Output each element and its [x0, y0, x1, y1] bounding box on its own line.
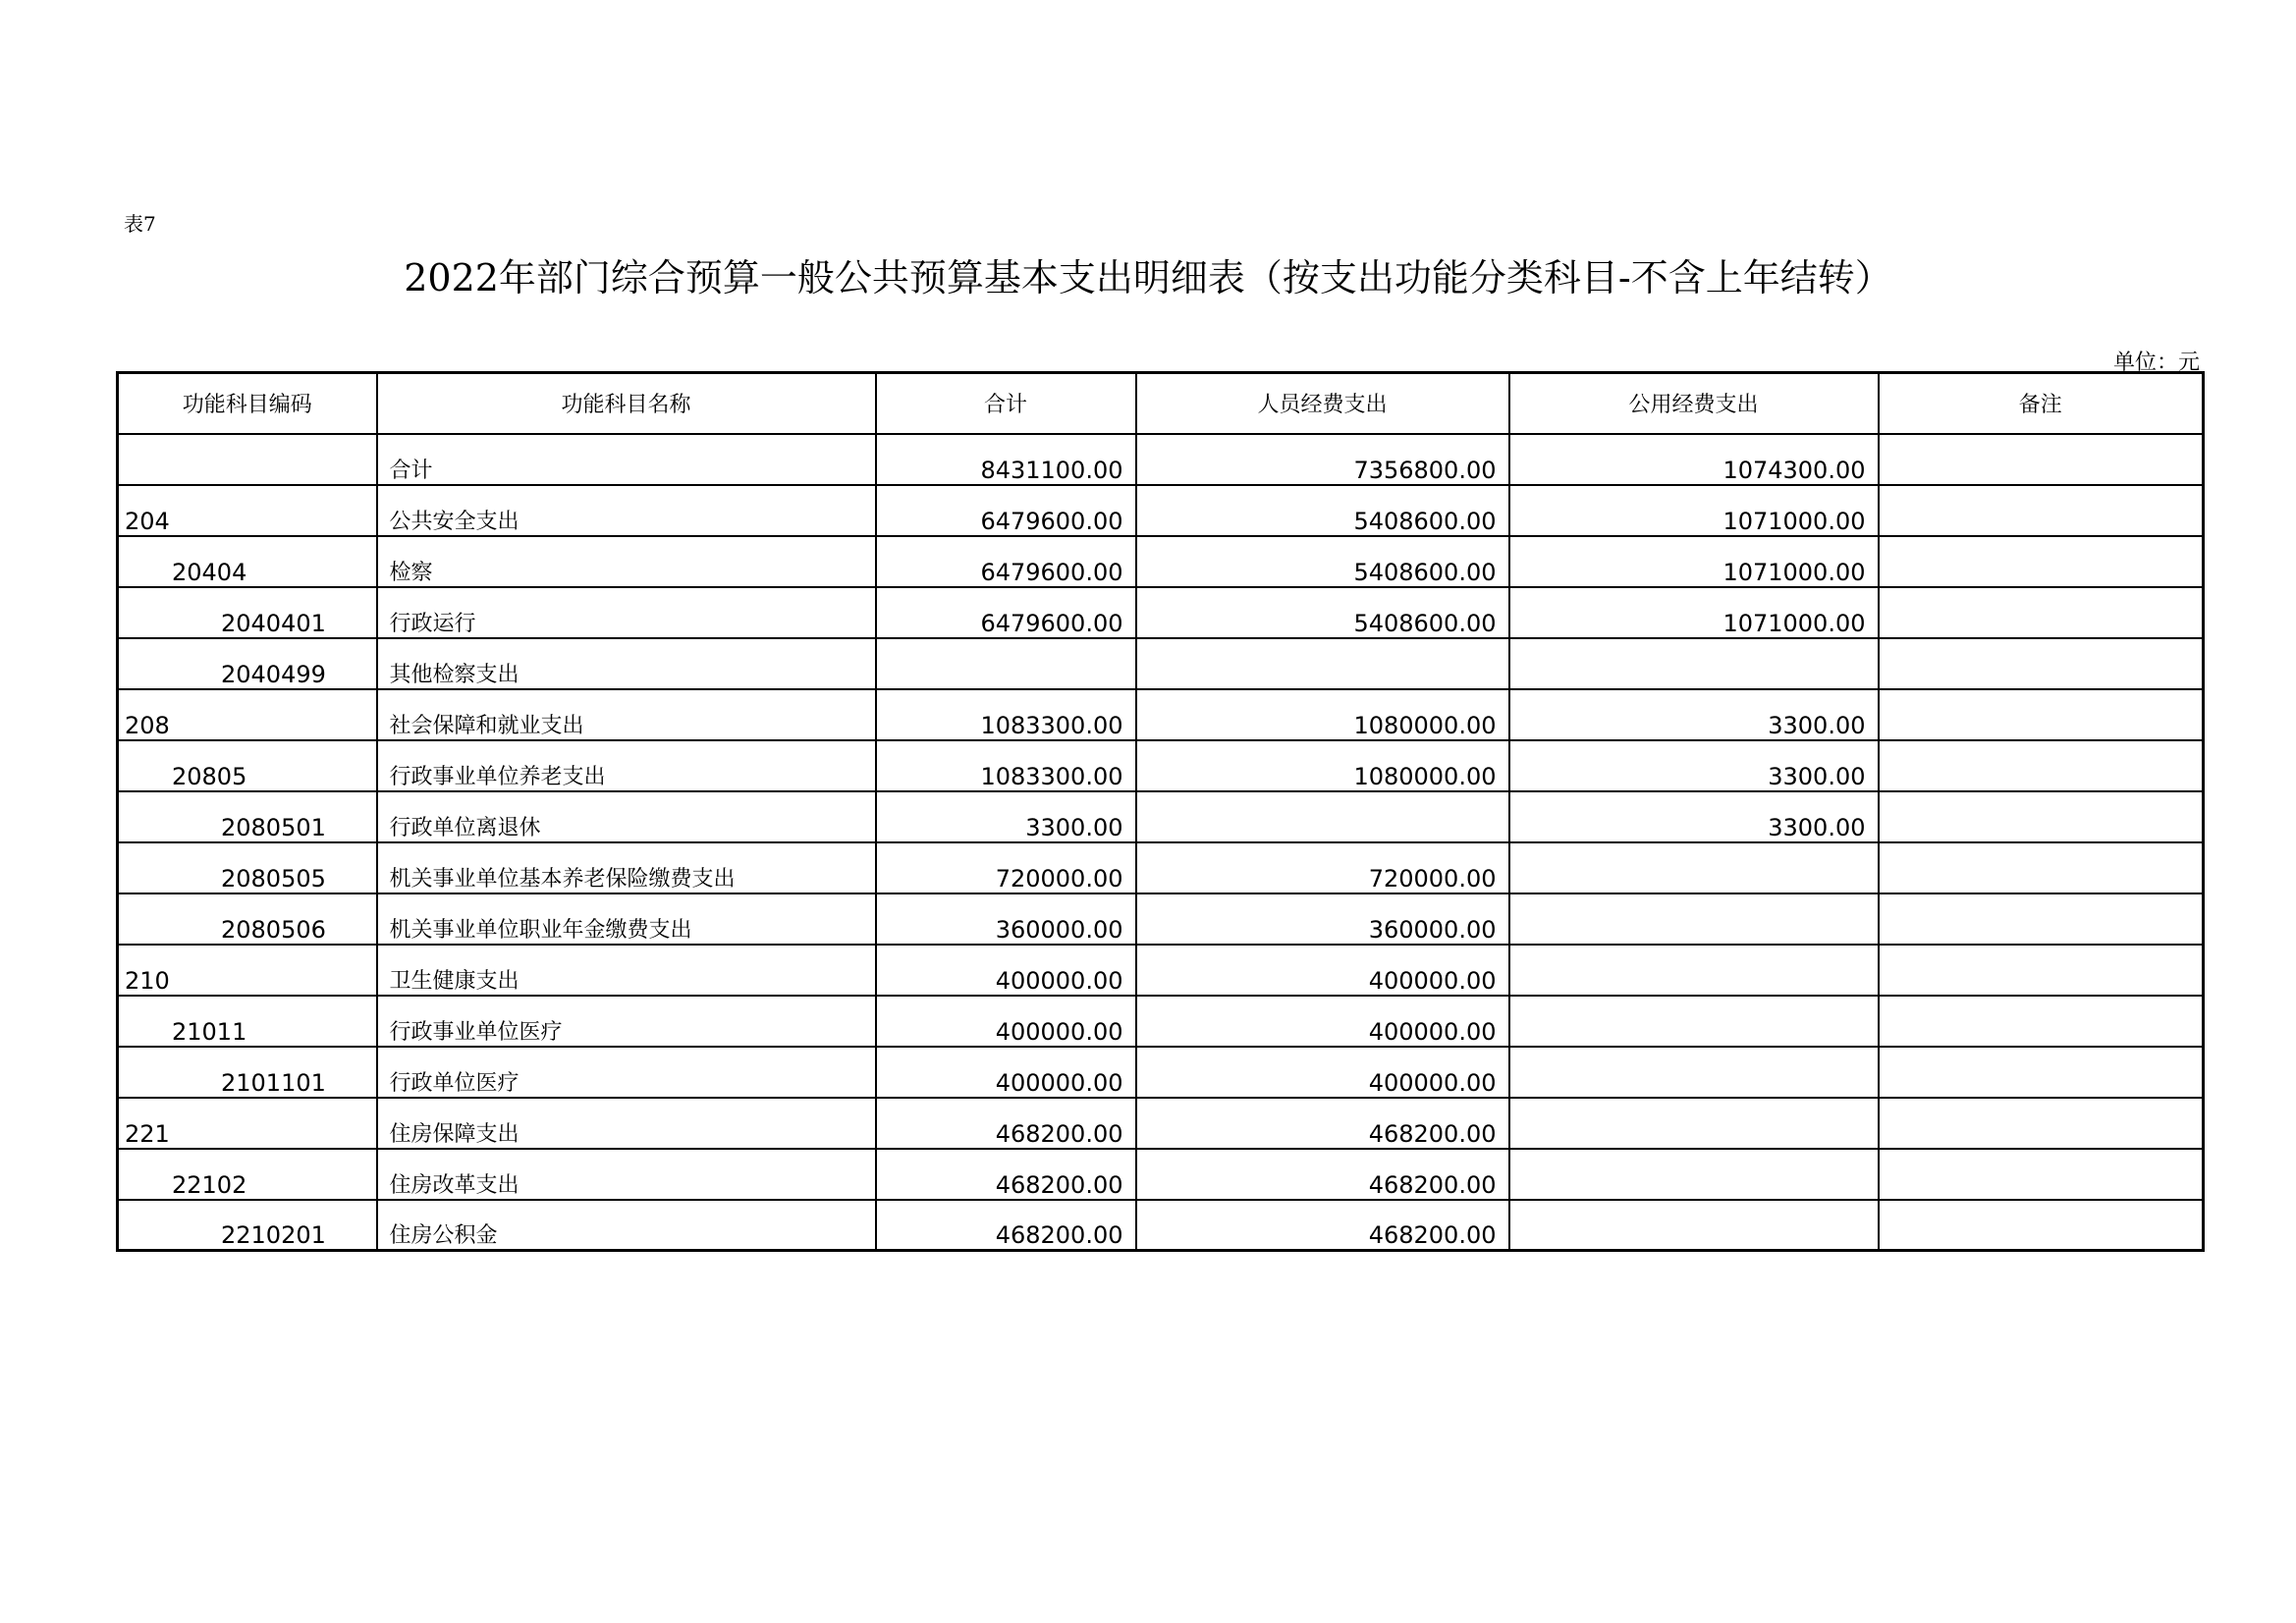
public-expense-cell: 3300.00 — [1509, 689, 1879, 740]
public-expense-cell: 1071000.00 — [1509, 536, 1879, 587]
table-header-row — [118, 373, 2204, 434]
total-cell: 360000.00 — [876, 893, 1136, 945]
name-cell: 合计 — [377, 434, 876, 485]
code-cell: 2210201 — [118, 1200, 377, 1251]
table-row — [118, 996, 2204, 1047]
total-cell — [876, 638, 1136, 689]
personnel-expense-cell: 7356800.00 — [1136, 434, 1509, 485]
total-cell: 3300.00 — [876, 791, 1136, 842]
remarks-cell — [1879, 1149, 2204, 1200]
code-cell: 20805 — [118, 740, 377, 791]
unit-label: 单位：元 — [2112, 351, 2200, 375]
personnel-expense-cell — [1136, 638, 1509, 689]
total-cell: 6479600.00 — [876, 485, 1136, 536]
remarks-cell — [1879, 434, 2204, 485]
personnel-expense-cell: 1080000.00 — [1136, 689, 1509, 740]
total-cell: 8431100.00 — [876, 434, 1136, 485]
public-expense-cell — [1509, 1047, 1879, 1098]
remarks-cell — [1879, 945, 2204, 996]
code-cell — [118, 434, 377, 485]
remarks-cell — [1879, 740, 2204, 791]
name-cell: 机关事业单位职业年金缴费支出 — [377, 893, 876, 945]
header-function-name: 功能科目名称 — [377, 373, 876, 434]
name-cell: 住房公积金 — [377, 1200, 876, 1251]
table-row — [118, 536, 2204, 587]
remarks-cell — [1879, 485, 2204, 536]
header-function-code: 功能科目编码 — [118, 373, 377, 434]
table-number-label: 表7 — [124, 212, 156, 236]
total-cell: 400000.00 — [876, 996, 1136, 1047]
personnel-expense-cell: 5408600.00 — [1136, 536, 1509, 587]
remarks-cell — [1879, 791, 2204, 842]
total-cell: 468200.00 — [876, 1149, 1136, 1200]
personnel-expense-cell: 720000.00 — [1136, 842, 1509, 893]
code-cell: 210 — [118, 945, 377, 996]
remarks-cell — [1879, 689, 2204, 740]
remarks-cell — [1879, 1098, 2204, 1149]
total-cell: 400000.00 — [876, 1047, 1136, 1098]
remarks-cell — [1879, 587, 2204, 638]
header-personnel-expense: 人员经费支出 — [1136, 373, 1509, 434]
code-cell: 2040499 — [118, 638, 377, 689]
document-title: 2022年部门综合预算一般公共预算基本支出明细表（按支出功能分类科目-不含上年结转） — [404, 256, 1892, 299]
table-row — [118, 945, 2204, 996]
total-cell: 1083300.00 — [876, 689, 1136, 740]
header-public-expense: 公用经费支出 — [1509, 373, 1879, 434]
name-cell: 其他检察支出 — [377, 638, 876, 689]
code-cell: 2040401 — [118, 587, 377, 638]
name-cell: 住房保障支出 — [377, 1098, 876, 1149]
remarks-cell — [1879, 893, 2204, 945]
personnel-expense-cell: 360000.00 — [1136, 893, 1509, 945]
public-expense-cell: 1071000.00 — [1509, 485, 1879, 536]
public-expense-cell — [1509, 945, 1879, 996]
personnel-expense-cell: 400000.00 — [1136, 1047, 1509, 1098]
table-row — [118, 1149, 2204, 1200]
remarks-cell — [1879, 638, 2204, 689]
personnel-expense-cell: 468200.00 — [1136, 1200, 1509, 1251]
public-expense-cell — [1509, 1200, 1879, 1251]
name-cell: 行政事业单位医疗 — [377, 996, 876, 1047]
table-row — [118, 485, 2204, 536]
code-cell: 204 — [118, 485, 377, 536]
code-cell: 21011 — [118, 996, 377, 1047]
code-cell: 20404 — [118, 536, 377, 587]
total-cell: 6479600.00 — [876, 587, 1136, 638]
table-row — [118, 434, 2204, 485]
name-cell: 行政事业单位养老支出 — [377, 740, 876, 791]
code-cell: 22102 — [118, 1149, 377, 1200]
code-cell: 2080506 — [118, 893, 377, 945]
public-expense-cell — [1509, 1098, 1879, 1149]
public-expense-cell: 1071000.00 — [1509, 587, 1879, 638]
header-remarks: 备注 — [1879, 373, 2204, 434]
table-row — [118, 1098, 2204, 1149]
total-cell: 720000.00 — [876, 842, 1136, 893]
table-row — [118, 1047, 2204, 1098]
table-row — [118, 638, 2204, 689]
public-expense-cell: 3300.00 — [1509, 791, 1879, 842]
personnel-expense-cell: 1080000.00 — [1136, 740, 1509, 791]
table-row — [118, 689, 2204, 740]
code-cell: 208 — [118, 689, 377, 740]
code-cell: 2080501 — [118, 791, 377, 842]
total-cell: 468200.00 — [876, 1098, 1136, 1149]
remarks-cell — [1879, 842, 2204, 893]
public-expense-cell — [1509, 996, 1879, 1047]
personnel-expense-cell: 5408600.00 — [1136, 485, 1509, 536]
public-expense-cell — [1509, 1149, 1879, 1200]
table-row — [118, 740, 2204, 791]
personnel-expense-cell — [1136, 791, 1509, 842]
personnel-expense-cell: 400000.00 — [1136, 996, 1509, 1047]
name-cell: 公共安全支出 — [377, 485, 876, 536]
budget-detail-table — [116, 371, 2205, 1252]
personnel-expense-cell: 468200.00 — [1136, 1098, 1509, 1149]
name-cell: 住房改革支出 — [377, 1149, 876, 1200]
personnel-expense-cell: 400000.00 — [1136, 945, 1509, 996]
remarks-cell — [1879, 1200, 2204, 1251]
code-cell: 221 — [118, 1098, 377, 1149]
remarks-cell — [1879, 536, 2204, 587]
name-cell: 机关事业单位基本养老保险缴费支出 — [377, 842, 876, 893]
name-cell: 行政单位医疗 — [377, 1047, 876, 1098]
name-cell: 行政单位离退休 — [377, 791, 876, 842]
table-row — [118, 791, 2204, 842]
public-expense-cell — [1509, 893, 1879, 945]
total-cell: 1083300.00 — [876, 740, 1136, 791]
total-cell: 400000.00 — [876, 945, 1136, 996]
public-expense-cell: 1074300.00 — [1509, 434, 1879, 485]
remarks-cell — [1879, 1047, 2204, 1098]
public-expense-cell — [1509, 842, 1879, 893]
name-cell: 检察 — [377, 536, 876, 587]
code-cell: 2080505 — [118, 842, 377, 893]
personnel-expense-cell: 468200.00 — [1136, 1149, 1509, 1200]
public-expense-cell: 3300.00 — [1509, 740, 1879, 791]
header-total: 合计 — [876, 373, 1136, 434]
personnel-expense-cell: 5408600.00 — [1136, 587, 1509, 638]
name-cell: 社会保障和就业支出 — [377, 689, 876, 740]
table-row — [118, 893, 2204, 945]
name-cell: 行政运行 — [377, 587, 876, 638]
table-row — [118, 587, 2204, 638]
name-cell: 卫生健康支出 — [377, 945, 876, 996]
table-row — [118, 842, 2204, 893]
public-expense-cell — [1509, 638, 1879, 689]
total-cell: 6479600.00 — [876, 536, 1136, 587]
remarks-cell — [1879, 996, 2204, 1047]
code-cell: 2101101 — [118, 1047, 377, 1098]
table-row — [118, 1200, 2204, 1251]
total-cell: 468200.00 — [876, 1200, 1136, 1251]
